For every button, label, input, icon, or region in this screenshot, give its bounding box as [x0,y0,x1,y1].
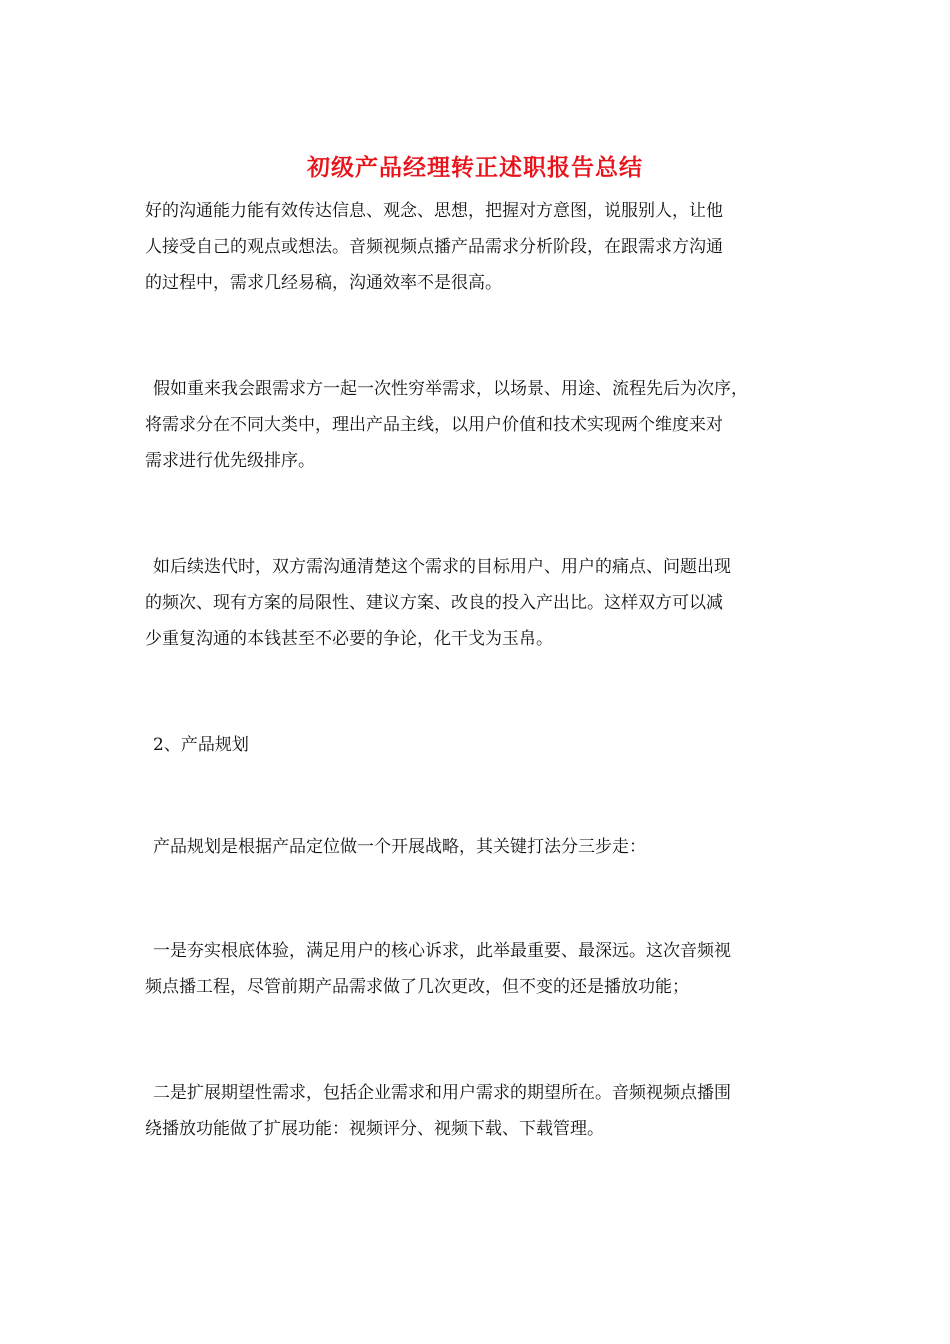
paragraph-line: 产品规划是根据产品定位做一个开展战略，其关键打法分三步走： [153,837,646,857]
paragraph-line: 二是扩展期望性需求，包括企业需求和用户需求的期望所在。音频视频点播围 [153,1083,731,1103]
paragraph-line: 将需求分在不同大类中，理出产品主线，以用户价值和技术实现两个维度来对 [145,415,723,435]
paragraph-line: 绕播放功能做了扩展功能：视频评分、视频下载、下载管理。 [145,1119,604,1139]
paragraph-line: 如后续迭代时，双方需沟通清楚这个需求的目标用户、用户的痛点、问题出现 [153,557,731,577]
paragraph-line: 的频次、现有方案的局限性、建议方案、改良的投入产出比。这样双方可以减 [145,593,723,613]
paragraph-line: 频点播工程，尽管前期产品需求做了几次更改，但不变的还是播放功能； [145,977,689,997]
paragraph-line: 好的沟通能力能有效传达信息、观念、思想，把握对方意图，说服别人，让他 [145,201,723,221]
section-heading-product-planning [145,727,815,763]
paragraph-line: 一是夯实根底体验，满足用户的核心诉求，此举最重要、最深远。这次音频视 [153,941,731,961]
paragraph-line: 人接受自己的观点或想法。音频视频点播产品需求分析阶段，在跟需求方沟通 [145,237,723,257]
document-title: 初级产品经理转正述职报告总结 [307,154,643,181]
paragraph-communication [145,193,815,301]
paragraph-line: 的过程中，需求几经易稿，沟通效率不是很高。 [145,273,502,293]
paragraph-planning-intro [145,829,815,865]
paragraph-requirements-ordering [145,371,815,479]
paragraph-line: 少重复沟通的本钱甚至不必要的争论，化干戈为玉帛。 [145,629,553,649]
section-heading: 2、产品规划 [153,735,249,755]
paragraph-line: 需求进行优先级排序。 [145,451,315,471]
paragraph-iteration [145,549,815,657]
paragraph-line: 假如重来我会跟需求方一起一次性穷举需求，以场景、用途、流程先后为次序， [153,379,748,399]
paragraph-step-two [145,1075,815,1147]
paragraph-step-one [145,933,815,1005]
